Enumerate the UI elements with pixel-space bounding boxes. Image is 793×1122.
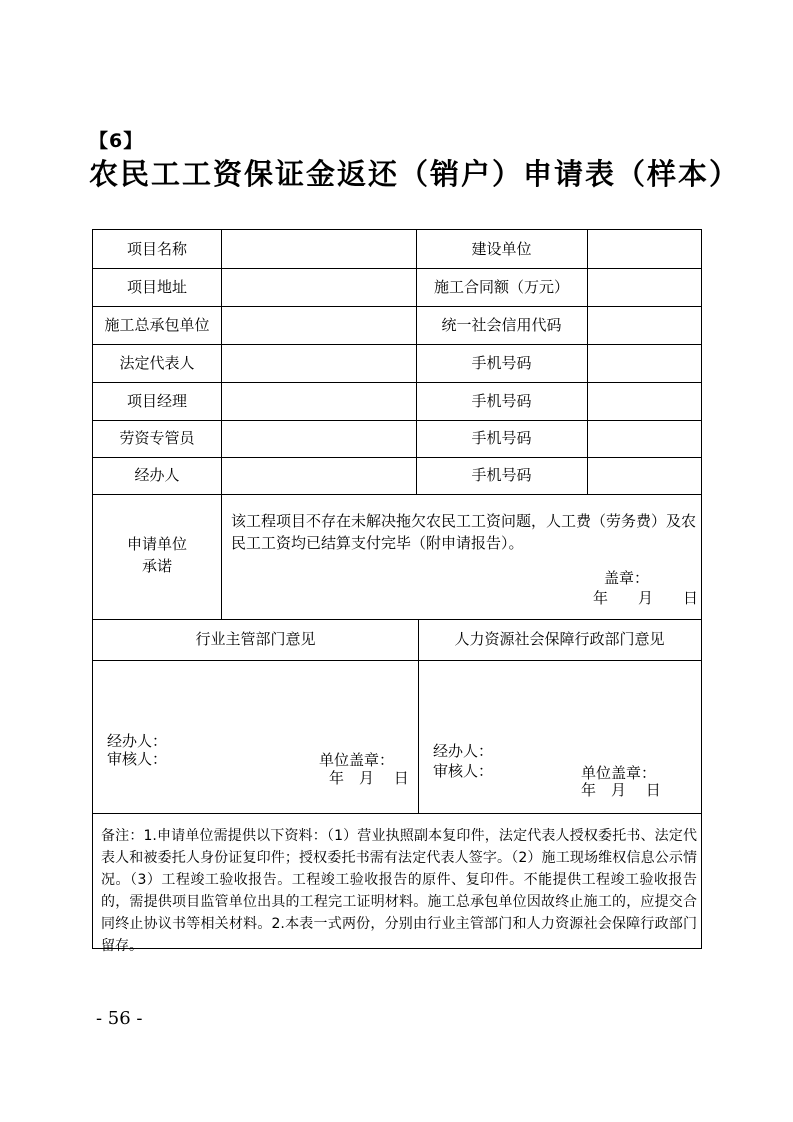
label-general-contractor: 施工总承包单位	[104, 315, 210, 334]
right-reviewer: 审核人：	[433, 762, 494, 780]
header-hr-department: 人力资源社会保障行政部门意见	[454, 630, 665, 648]
label-project-address: 项目地址	[126, 277, 187, 296]
form-number-tag: 【6】	[89, 130, 144, 152]
form-note: 备注：1.申请单位需提供以下资料：（1）营业执照副本复印件，法定代表人授权委托书、法定代表人和被委托人身份证复印件；授权委托书需有法定代表人签字。（2）施工现场维权信息公示情况。（3）工程竣工验收报告。工程竣工验收报告的原件、复印件。不能提供工程竣工验收报告的，需提供项目监管单位出具的工程完工证明材料。施工总承包单位因故终止施工的，应提交合同终止协议书等相关材料。2.本表一式两份，分别由行业主管部门和人力资源社会保障行政部门留存。	[101, 828, 697, 954]
page-title: 农民工工资保证金返还（销户）申请表（样本）	[89, 157, 741, 191]
commitment-date: 年 月 日	[593, 589, 699, 607]
commitment-seal: 盖章：	[604, 569, 650, 587]
right-unit-seal: 单位盖章：	[581, 764, 657, 782]
label-project-manager: 项目经理	[126, 391, 187, 410]
label-project-name: 项目名称	[126, 239, 187, 258]
left-date: 年 月 日	[329, 769, 409, 787]
right-date: 年 月 日	[581, 781, 661, 799]
label-credit-code: 统一社会信用代码	[441, 315, 562, 334]
right-handler: 经办人：	[433, 742, 494, 760]
label-phone-2: 手机号码	[471, 391, 532, 410]
left-reviewer: 审核人：	[107, 750, 168, 768]
application-form	[92, 229, 702, 954]
page-number: - 56 -	[96, 1008, 143, 1029]
header-industry-department: 行业主管部门意见	[195, 630, 316, 648]
label-contract-amount: 施工合同额（万元）	[433, 277, 569, 296]
left-handler: 经办人：	[107, 732, 168, 750]
commitment-text: 该工程项目不存在未解决拖欠农民工工资问题，人工费（劳务费）及农民工工资均已结算支付完毕（附申请报告）。	[231, 512, 697, 552]
label-legal-representative: 法定代表人	[119, 353, 195, 372]
left-unit-seal: 单位盖章：	[319, 751, 395, 769]
label-phone-4: 手机号码	[471, 466, 532, 484]
label-phone-3: 手机号码	[471, 429, 532, 447]
label-applicant-commitment: 申请单位承诺	[126, 535, 187, 575]
label-construction-unit: 建设单位	[471, 239, 532, 258]
label-labor-manager: 劳资专管员	[119, 429, 195, 447]
label-handler: 经办人	[134, 466, 180, 484]
label-phone-1: 手机号码	[471, 353, 532, 372]
